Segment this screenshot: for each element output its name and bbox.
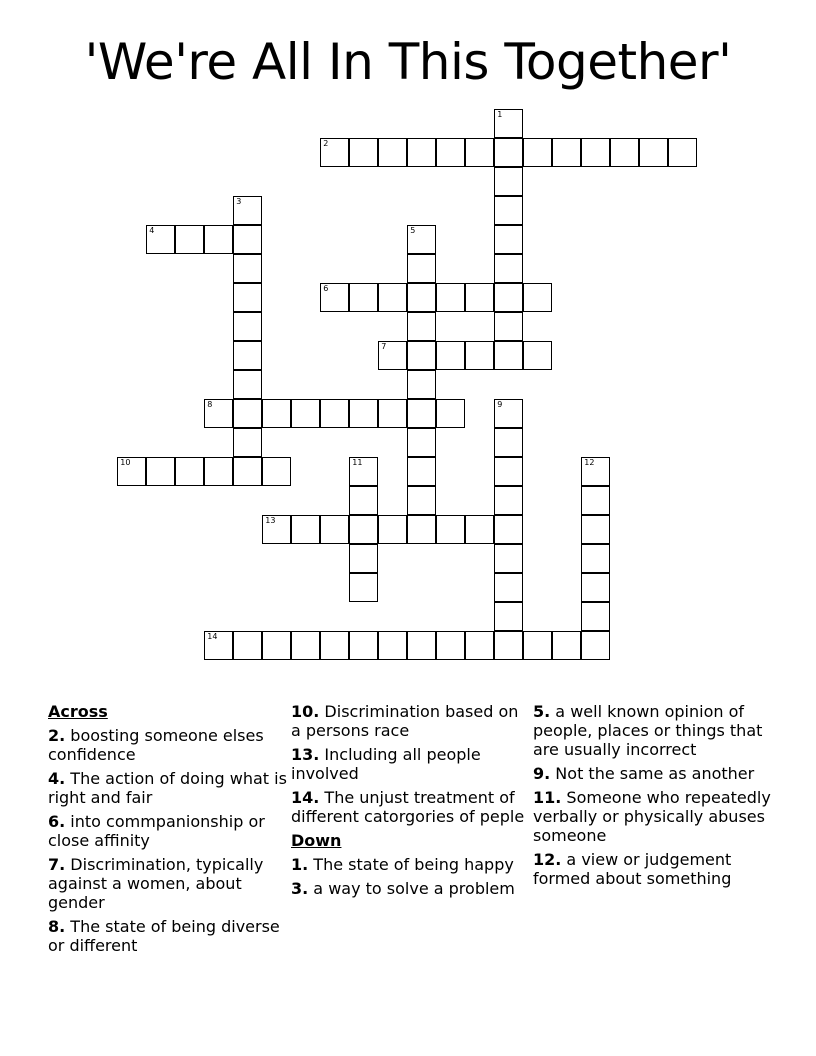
grid-cell[interactable] <box>494 399 523 428</box>
clue-item <box>48 769 288 807</box>
grid-cell[interactable] <box>204 225 233 254</box>
grid-cell[interactable] <box>436 138 465 167</box>
clue-item <box>291 702 531 740</box>
grid-cell[interactable] <box>204 457 233 486</box>
grid-cell[interactable] <box>291 515 320 544</box>
clue-number: 12. <box>533 850 562 869</box>
grid-cell[interactable] <box>465 631 494 660</box>
grid-cell[interactable] <box>407 428 436 457</box>
cell-number: 13 <box>265 516 276 526</box>
clue-item <box>533 850 773 888</box>
grid-cell[interactable] <box>378 399 407 428</box>
grid-cell[interactable] <box>436 399 465 428</box>
clue-item <box>291 855 531 874</box>
clue-number: 5. <box>533 702 551 721</box>
grid-cell[interactable] <box>581 602 610 631</box>
grid-cell[interactable] <box>349 486 378 515</box>
grid-cell[interactable] <box>117 457 146 486</box>
clue-text: Discrimination, typically against a women, about gender <box>48 855 264 912</box>
grid-cell[interactable] <box>233 370 262 399</box>
grid-cell[interactable] <box>204 399 233 428</box>
clue-number: 8. <box>48 917 66 936</box>
cell-number: 12 <box>584 458 595 468</box>
clue-text: a view or judgement formed about something <box>533 850 732 888</box>
clue-item <box>48 812 288 850</box>
puzzle-title: 'We're All In This Together' <box>84 33 732 91</box>
clue-column-2 <box>291 702 531 903</box>
grid-cell[interactable] <box>407 225 436 254</box>
grid-cell[interactable] <box>349 457 378 486</box>
grid-cell[interactable] <box>407 312 436 341</box>
clue-column-1 <box>48 702 288 960</box>
grid-cell[interactable] <box>436 341 465 370</box>
grid-cell[interactable] <box>523 283 552 312</box>
grid-cell[interactable] <box>494 341 523 370</box>
clue-column-3 <box>533 702 773 893</box>
grid-cell[interactable] <box>523 341 552 370</box>
clue-item <box>533 702 773 759</box>
grid-cell[interactable] <box>494 138 523 167</box>
grid-cell[interactable] <box>494 428 523 457</box>
grid-cell[interactable] <box>494 225 523 254</box>
grid-cell[interactable] <box>175 225 204 254</box>
clue-item <box>291 788 531 826</box>
clue-number: 3. <box>291 879 309 898</box>
grid-cell[interactable] <box>465 138 494 167</box>
grid-cell[interactable] <box>233 428 262 457</box>
grid-cell[interactable] <box>436 283 465 312</box>
clue-text: a way to solve a problem <box>308 879 515 898</box>
grid-cell[interactable] <box>407 370 436 399</box>
grid-cell[interactable] <box>407 399 436 428</box>
grid-cell[interactable] <box>262 399 291 428</box>
grid-cell[interactable] <box>523 631 552 660</box>
grid-cell[interactable] <box>465 341 494 370</box>
clue-item <box>48 917 288 955</box>
clue-number: 13. <box>291 745 320 764</box>
grid-cell[interactable] <box>668 138 697 167</box>
cell-number: 2 <box>323 139 329 149</box>
grid-cell[interactable] <box>291 631 320 660</box>
grid-cell[interactable] <box>494 544 523 573</box>
clue-number: 4. <box>48 769 66 788</box>
grid-cell[interactable] <box>349 515 378 544</box>
grid-cell[interactable] <box>581 486 610 515</box>
clue-number: 1. <box>291 855 309 874</box>
clue-item <box>533 764 773 783</box>
clue-text: into commpanionship or close affinity <box>48 812 265 850</box>
grid-cell[interactable] <box>407 138 436 167</box>
grid-cell[interactable] <box>204 631 233 660</box>
clue-item <box>533 788 773 845</box>
grid-cell[interactable] <box>552 138 581 167</box>
grid-cell[interactable] <box>233 457 262 486</box>
grid-cell[interactable] <box>262 631 291 660</box>
clue-text: The action of doing what is right and fair <box>48 769 287 807</box>
grid-cell[interactable] <box>349 138 378 167</box>
clue-item <box>48 855 288 912</box>
clue-number: 14. <box>291 788 320 807</box>
grid-cell[interactable] <box>233 399 262 428</box>
cell-number: 4 <box>149 226 155 236</box>
grid-cell[interactable] <box>233 283 262 312</box>
grid-cell[interactable] <box>407 457 436 486</box>
cell-number: 7 <box>381 342 387 352</box>
grid-cell[interactable] <box>233 631 262 660</box>
grid-cell[interactable] <box>494 283 523 312</box>
grid-cell[interactable] <box>494 109 523 138</box>
cell-number: 9 <box>497 400 503 410</box>
grid-cell[interactable] <box>581 515 610 544</box>
grid-cell[interactable] <box>581 631 610 660</box>
grid-cell[interactable] <box>320 515 349 544</box>
grid-cell[interactable] <box>349 631 378 660</box>
grid-cell[interactable] <box>610 138 639 167</box>
grid-cell[interactable] <box>378 631 407 660</box>
grid-cell[interactable] <box>233 341 262 370</box>
grid-cell[interactable] <box>262 457 291 486</box>
grid-cell[interactable] <box>378 283 407 312</box>
clue-item <box>291 879 531 898</box>
grid-cell[interactable] <box>320 138 349 167</box>
grid-cell[interactable] <box>320 283 349 312</box>
grid-cell[interactable] <box>494 196 523 225</box>
grid-cell[interactable] <box>407 486 436 515</box>
grid-cell[interactable] <box>349 573 378 602</box>
grid-cell[interactable] <box>146 225 175 254</box>
grid-cell[interactable] <box>465 515 494 544</box>
cell-number: 14 <box>207 632 218 642</box>
grid-cell[interactable] <box>494 457 523 486</box>
cell-number: 11 <box>352 458 363 468</box>
clue-text: a well known opinion of people, places or things that are usually incorrect <box>533 702 763 759</box>
grid-cell[interactable] <box>349 544 378 573</box>
grid-cell[interactable] <box>494 312 523 341</box>
cell-number: 6 <box>323 284 329 294</box>
grid-cell[interactable] <box>494 254 523 283</box>
cell-number: 3 <box>236 197 242 207</box>
grid-cell[interactable] <box>552 631 581 660</box>
grid-cell[interactable] <box>494 602 523 631</box>
grid-cell[interactable] <box>407 283 436 312</box>
grid-cell[interactable] <box>349 399 378 428</box>
clue-number: 11. <box>533 788 562 807</box>
clue-number: 9. <box>533 764 551 783</box>
clue-text: Someone who repeatedly verbally or physically abuses someone <box>533 788 771 845</box>
grid-cell[interactable] <box>320 399 349 428</box>
clue-item <box>291 745 531 783</box>
grid-cell[interactable] <box>262 515 291 544</box>
grid-cell[interactable] <box>233 225 262 254</box>
grid-cell[interactable] <box>465 283 494 312</box>
clue-text: The state of being happy <box>308 855 514 874</box>
grid-cell[interactable] <box>146 457 175 486</box>
cell-number: 1 <box>497 110 503 120</box>
grid-cell[interactable] <box>494 573 523 602</box>
grid-cell[interactable] <box>494 515 523 544</box>
clue-text: Not the same as another <box>550 764 755 783</box>
grid-cell[interactable] <box>581 573 610 602</box>
clue-text: boosting someone elses confidence <box>48 726 264 764</box>
grid-cell[interactable] <box>494 486 523 515</box>
clue-number: 10. <box>291 702 320 721</box>
grid-cell[interactable] <box>407 631 436 660</box>
cell-number: 5 <box>410 226 416 236</box>
grid-cell[interactable] <box>378 515 407 544</box>
grid-cell[interactable] <box>378 341 407 370</box>
cell-number: 10 <box>120 458 131 468</box>
grid-cell[interactable] <box>581 138 610 167</box>
grid-cell[interactable] <box>233 254 262 283</box>
grid-cell[interactable] <box>175 457 204 486</box>
clue-text: The state of being diverse or different <box>48 917 280 955</box>
grid-cell[interactable] <box>494 631 523 660</box>
clue-number: 7. <box>48 855 66 874</box>
grid-cell[interactable] <box>436 631 465 660</box>
grid-cell[interactable] <box>436 515 465 544</box>
grid-cell[interactable] <box>639 138 668 167</box>
grid-cell[interactable] <box>407 515 436 544</box>
clue-heading: Down <box>291 831 342 850</box>
clue-number: 2. <box>48 726 66 745</box>
clue-number: 6. <box>48 812 66 831</box>
clue-heading: Across <box>48 702 108 721</box>
grid-cell[interactable] <box>581 457 610 486</box>
clue-text: Discrimination based on a persons race <box>291 702 519 740</box>
grid-cell[interactable] <box>320 631 349 660</box>
grid-cell[interactable] <box>349 283 378 312</box>
grid-cell[interactable] <box>581 544 610 573</box>
grid-cell[interactable] <box>291 399 320 428</box>
clue-text: The unjust treatment of different catorgories of peple <box>291 788 525 826</box>
grid-cell[interactable] <box>378 138 407 167</box>
grid-cell[interactable] <box>407 341 436 370</box>
grid-cell[interactable] <box>523 138 552 167</box>
clue-item <box>48 726 288 764</box>
grid-cell[interactable] <box>233 196 262 225</box>
clue-text: Including all people involved <box>291 745 481 783</box>
grid-cell[interactable] <box>233 312 262 341</box>
grid-cell[interactable] <box>407 254 436 283</box>
cell-number: 8 <box>207 400 213 410</box>
grid-cell[interactable] <box>494 167 523 196</box>
